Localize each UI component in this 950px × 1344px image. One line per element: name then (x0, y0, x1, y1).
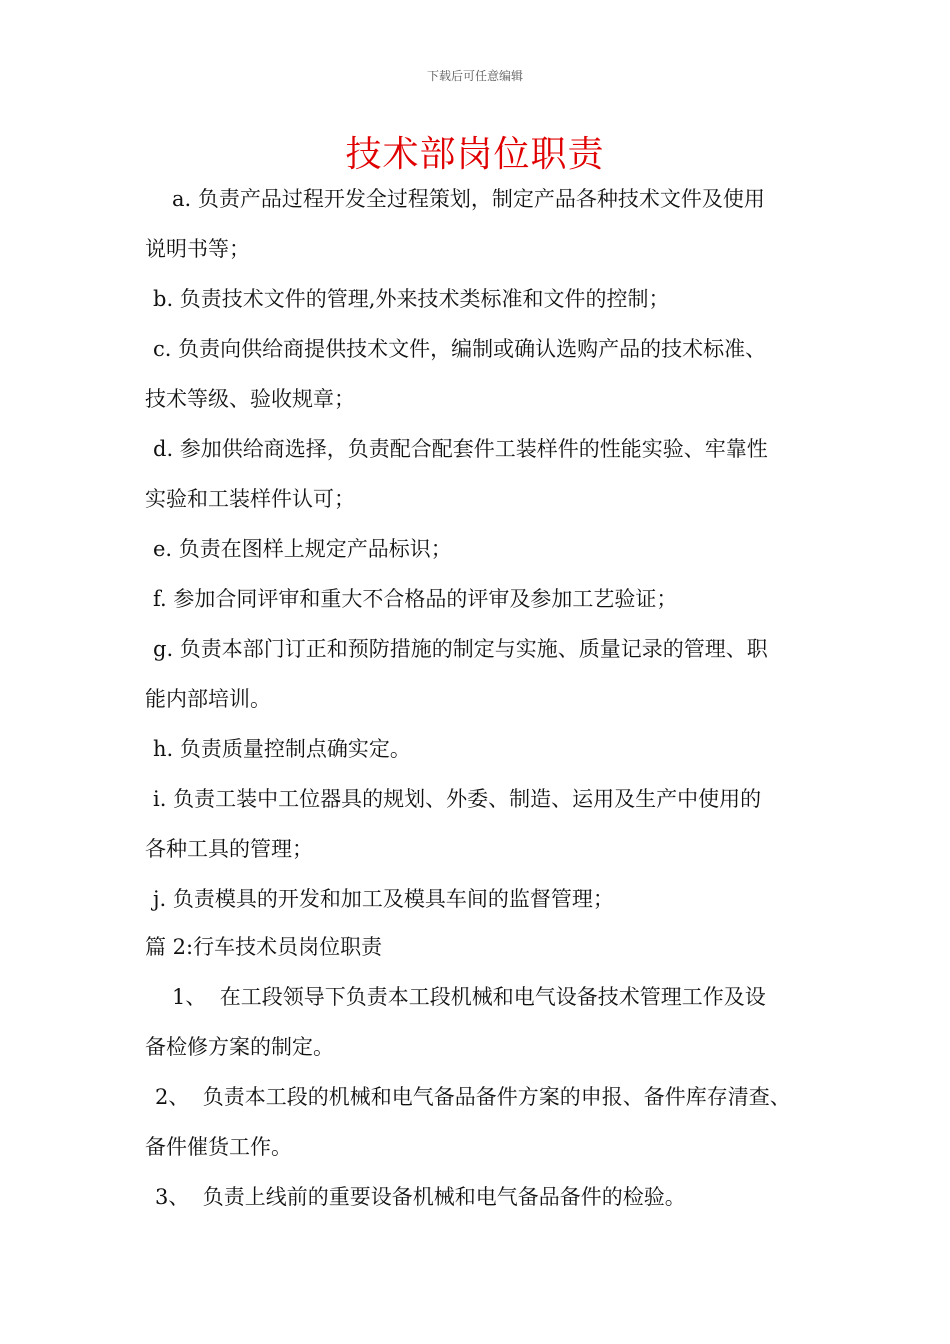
paragraph-line: d. 参加供给商选择，负责配合配套件工装样件的性能实验、牢靠性 (153, 437, 768, 461)
page-header: 下载后可任意编辑 (426, 69, 523, 83)
section-heading: 篇 2:行车技术员岗位职责 (145, 935, 383, 959)
paragraph-line: 3、 负责上线前的重要设备机械和电气备品备件的检验。 (155, 1185, 686, 1209)
paragraph-line: j. 负责模具的开发和加工及模具车间的监督管理； (153, 887, 614, 911)
paragraph-line: 说明书等； (145, 237, 250, 261)
paragraph-line: 备检修方案的制定。 (145, 1035, 334, 1059)
paragraph-line: e. 负责在图样上规定产品标识； (153, 537, 452, 561)
paragraph-line: 实验和工装样件认可； (145, 487, 355, 511)
paragraph-line: b. 负责技术文件的管理,外来技术类标准和文件的控制； (153, 287, 670, 311)
paragraph-line: 1、 在工段领导下负责本工段机械和电气设备技术管理工作及设 (172, 985, 766, 1009)
paragraph-line: 备件催货工作。 (145, 1135, 292, 1159)
paragraph-line: 能内部培训。 (145, 687, 271, 711)
paragraph-line: a. 负责产品过程开发全过程策划，制定产品各种技术文件及使用 (172, 187, 765, 211)
paragraph-line: f. 参加合同评审和重大不合格品的评审及参加工艺验证； (153, 587, 678, 611)
paragraph-line: 各种工具的管理； (145, 837, 313, 861)
document-title: 技术部岗位职责 (345, 134, 605, 175)
paragraph-line: 2、 负责本工段的机械和电气备品备件方案的申报、备件库存清查、 (155, 1085, 791, 1109)
paragraph-line: c. 负责向供给商提供技术文件，编制或确认选购产品的技术标准、 (153, 337, 767, 361)
paragraph-line: i. 负责工装中工位器具的规划、外委、制造、运用及生产中使用的 (153, 787, 762, 811)
paragraph-line: 技术等级、验收规章； (145, 387, 355, 411)
paragraph-line: h. 负责质量控制点确实定。 (153, 737, 411, 761)
paragraph-line: g. 负责本部门订正和预防措施的制定与实施、质量记录的管理、职 (153, 637, 768, 661)
